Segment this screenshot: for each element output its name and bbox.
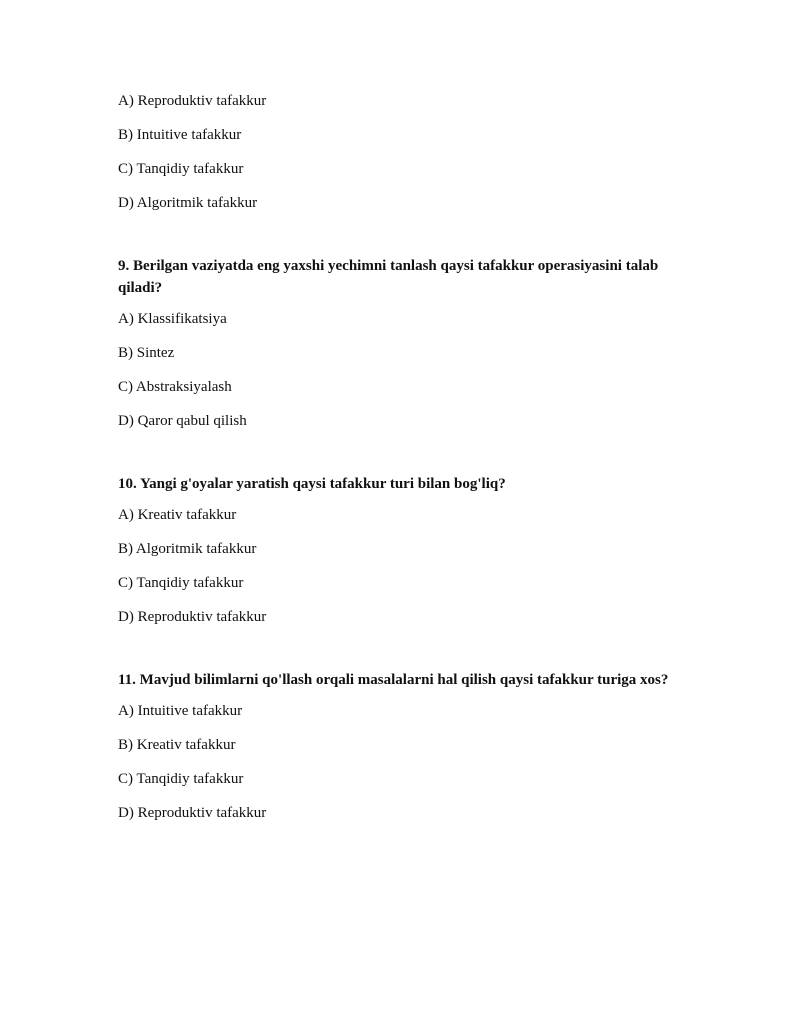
answer-option: D) Algoritmik tafakkur [118, 195, 258, 211]
answer-option: B) Kreativ tafakkur [118, 737, 236, 753]
question-9 [118, 255, 678, 430]
answer-option: B) Intuitive tafakkur [118, 127, 242, 143]
answer-option: A) Kreativ tafakkur [118, 507, 237, 523]
answer-option: C) Tanqidiy tafakkur [118, 771, 244, 787]
answer-option: A) Reproduktiv tafakkur [118, 93, 267, 109]
answer-option: D) Reproduktiv tafakkur [118, 805, 267, 821]
question-text: 10. Yangi g'oyalar yaratish qaysi tafakkur turi bilan bog'liq? [118, 476, 506, 492]
answer-option: C) Abstraksiyalash [118, 379, 232, 395]
answer-option: C) Tanqidiy tafakkur [118, 161, 244, 177]
answer-option: D) Reproduktiv tafakkur [118, 609, 267, 625]
continued-options [118, 92, 678, 212]
question-10 [118, 473, 678, 626]
question-text: 11. Mavjud bilimlarni qo'llash orqali masalalarni hal qilish qaysi tafakkur turiga xos? [118, 672, 669, 688]
quiz-content [118, 92, 678, 838]
answer-option: A) Klassifikatsiya [118, 311, 227, 327]
answer-option: D) Qaror qabul qilish [118, 413, 247, 429]
answer-option: B) Sintez [118, 345, 175, 361]
question-11 [118, 669, 678, 822]
question-text: 9. Berilgan vaziyatda eng yaxshi yechimni tanlash qaysi tafakkur operasiyasini talab qiladi? [118, 258, 659, 296]
answer-option: A) Intuitive tafakkur [118, 703, 243, 719]
answer-option: C) Tanqidiy tafakkur [118, 575, 244, 591]
answer-option: B) Algoritmik tafakkur [118, 541, 257, 557]
